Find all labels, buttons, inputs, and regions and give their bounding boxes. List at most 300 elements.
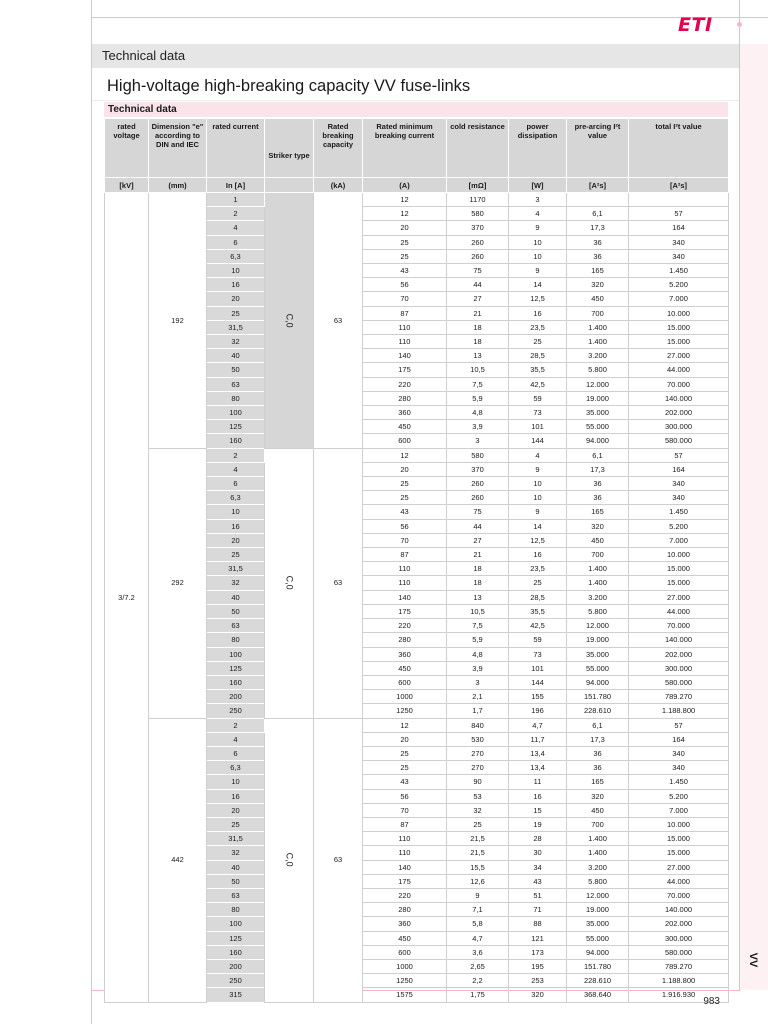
rated-current-cell: 6,3 — [207, 249, 265, 263]
cold-resistance-cell: 370 — [447, 462, 509, 476]
brand-logo: ETI — [678, 14, 713, 36]
table-caption: Technical data — [104, 102, 728, 117]
min-breaking-current-cell: 450 — [363, 661, 447, 675]
min-breaking-current-cell: 70 — [363, 292, 447, 306]
total-i2t-cell: 70.000 — [629, 619, 729, 633]
cold-resistance-cell: 4,7 — [447, 931, 509, 945]
header-unit-row — [105, 178, 729, 193]
power-dissipation-cell: 73 — [509, 406, 567, 420]
power-dissipation-cell: 3 — [509, 193, 567, 207]
column-unit: [kV] — [105, 178, 149, 193]
total-i2t-cell: 580.000 — [629, 945, 729, 959]
pre-arcing-i2t-cell: 165 — [567, 505, 629, 519]
total-i2t-cell: 57 — [629, 718, 729, 732]
power-dissipation-cell: 35,5 — [509, 363, 567, 377]
power-dissipation-cell: 196 — [509, 704, 567, 718]
min-breaking-current-cell: 20 — [363, 221, 447, 235]
power-dissipation-cell: 10 — [509, 477, 567, 491]
rated-current-cell: 6 — [207, 477, 265, 491]
total-i2t-cell: 140.000 — [629, 391, 729, 405]
column-unit: [A²s] — [567, 178, 629, 193]
technical-data-table — [104, 118, 729, 1003]
total-i2t-cell: 10.000 — [629, 306, 729, 320]
power-dissipation-cell: 11,7 — [509, 732, 567, 746]
min-breaking-current-cell: 110 — [363, 576, 447, 590]
min-breaking-current-cell: 220 — [363, 377, 447, 391]
pre-arcing-i2t-cell: 12.000 — [567, 377, 629, 391]
column-unit: [A²s] — [629, 178, 729, 193]
pre-arcing-i2t-cell: 165 — [567, 264, 629, 278]
min-breaking-current-cell: 1250 — [363, 974, 447, 988]
min-breaking-current-cell: 110 — [363, 320, 447, 334]
pre-arcing-i2t-cell: 700 — [567, 817, 629, 831]
total-i2t-cell: 164 — [629, 221, 729, 235]
pre-arcing-i2t-cell: 320 — [567, 519, 629, 533]
column-header: pre-arcing I²t value — [567, 119, 629, 178]
column-unit: (A) — [363, 178, 447, 193]
power-dissipation-cell: 42,5 — [509, 377, 567, 391]
power-dissipation-cell: 35,5 — [509, 604, 567, 618]
rated-current-cell: 2 — [207, 448, 265, 462]
min-breaking-current-cell: 110 — [363, 562, 447, 576]
rated-current-cell: 63 — [207, 888, 265, 902]
total-i2t-cell: 7.000 — [629, 803, 729, 817]
pre-arcing-i2t-cell: 36 — [567, 746, 629, 760]
pre-arcing-i2t-cell: 320 — [567, 789, 629, 803]
total-i2t-cell: 300.000 — [629, 661, 729, 675]
cold-resistance-cell: 18 — [447, 562, 509, 576]
power-dissipation-cell: 9 — [509, 462, 567, 476]
cold-resistance-cell: 260 — [447, 249, 509, 263]
total-i2t-cell: 44.000 — [629, 363, 729, 377]
total-i2t-cell: 164 — [629, 732, 729, 746]
pre-arcing-i2t-cell: 55.000 — [567, 931, 629, 945]
power-dissipation-cell: 9 — [509, 221, 567, 235]
total-i2t-cell: 5.200 — [629, 278, 729, 292]
column-header: power dissipation — [509, 119, 567, 178]
striker-symbol: C,0 — [284, 576, 295, 591]
min-breaking-current-cell: 140 — [363, 349, 447, 363]
rated-current-cell: 160 — [207, 945, 265, 959]
min-breaking-current-cell: 25 — [363, 249, 447, 263]
rated-current-cell: 50 — [207, 604, 265, 618]
cold-resistance-cell: 270 — [447, 746, 509, 760]
cold-resistance-cell: 27 — [447, 292, 509, 306]
cold-resistance-cell: 9 — [447, 888, 509, 902]
cold-resistance-cell: 21 — [447, 306, 509, 320]
total-i2t-cell: 27.000 — [629, 590, 729, 604]
pre-arcing-i2t-cell: 368.640 — [567, 988, 629, 1002]
min-breaking-current-cell: 1250 — [363, 704, 447, 718]
pre-arcing-i2t-cell: 3.200 — [567, 860, 629, 874]
min-breaking-current-cell: 600 — [363, 945, 447, 959]
rated-current-cell: 6,3 — [207, 761, 265, 775]
total-i2t-cell: 1.188.800 — [629, 974, 729, 988]
pre-arcing-i2t-cell: 5.800 — [567, 363, 629, 377]
cold-resistance-cell: 260 — [447, 477, 509, 491]
power-dissipation-cell: 173 — [509, 945, 567, 959]
min-breaking-current-cell: 25 — [363, 477, 447, 491]
rated-current-cell: 200 — [207, 690, 265, 704]
pre-arcing-i2t-cell: 19.000 — [567, 633, 629, 647]
min-breaking-current-cell: 1000 — [363, 959, 447, 973]
min-breaking-current-cell: 140 — [363, 860, 447, 874]
min-breaking-current-cell: 20 — [363, 462, 447, 476]
min-breaking-current-cell: 43 — [363, 505, 447, 519]
column-unit — [265, 178, 314, 193]
striker-type-cell — [265, 718, 314, 1002]
min-breaking-current-cell: 12 — [363, 718, 447, 732]
power-dissipation-cell: 16 — [509, 306, 567, 320]
min-breaking-current-cell: 450 — [363, 931, 447, 945]
cold-resistance-cell: 3,9 — [447, 661, 509, 675]
rated-current-cell: 160 — [207, 675, 265, 689]
min-breaking-current-cell: 280 — [363, 633, 447, 647]
min-breaking-current-cell: 56 — [363, 519, 447, 533]
rated-current-cell: 25 — [207, 306, 265, 320]
rated-current-cell: 125 — [207, 661, 265, 675]
cold-resistance-cell: 13 — [447, 349, 509, 363]
rated-current-cell: 50 — [207, 874, 265, 888]
power-dissipation-cell: 88 — [509, 917, 567, 931]
cold-resistance-cell: 3 — [447, 675, 509, 689]
pre-arcing-i2t-cell: 5.800 — [567, 874, 629, 888]
total-i2t-cell: 340 — [629, 746, 729, 760]
rated-current-cell: 125 — [207, 931, 265, 945]
pre-arcing-i2t-cell: 320 — [567, 278, 629, 292]
power-dissipation-cell: 23,5 — [509, 320, 567, 334]
rated-current-cell: 31,5 — [207, 320, 265, 334]
cold-resistance-cell: 4,8 — [447, 647, 509, 661]
min-breaking-current-cell: 12 — [363, 193, 447, 207]
pre-arcing-i2t-cell: 450 — [567, 533, 629, 547]
total-i2t-cell: 15.000 — [629, 846, 729, 860]
table-row — [105, 448, 729, 462]
rated-current-cell: 100 — [207, 917, 265, 931]
rated-current-cell: 160 — [207, 434, 265, 448]
pre-arcing-i2t-cell: 94.000 — [567, 945, 629, 959]
power-dissipation-cell: 73 — [509, 647, 567, 661]
rated-current-cell: 80 — [207, 633, 265, 647]
power-dissipation-cell: 71 — [509, 903, 567, 917]
right-margin-strip — [740, 44, 768, 990]
rated-current-cell: 10 — [207, 775, 265, 789]
power-dissipation-cell: 16 — [509, 789, 567, 803]
total-i2t-cell: 340 — [629, 249, 729, 263]
rated-current-cell: 16 — [207, 519, 265, 533]
cold-resistance-cell: 44 — [447, 278, 509, 292]
total-i2t-cell: 10.000 — [629, 817, 729, 831]
power-dissipation-cell: 10 — [509, 249, 567, 263]
page-title: High-voltage high-breaking capacity VV fuse-links — [107, 77, 471, 95]
title-divider — [92, 100, 739, 101]
power-dissipation-cell: 101 — [509, 420, 567, 434]
pre-arcing-i2t-cell: 228.610 — [567, 974, 629, 988]
power-dissipation-cell: 28,5 — [509, 590, 567, 604]
power-dissipation-cell: 12,5 — [509, 533, 567, 547]
cold-resistance-cell: 7,5 — [447, 377, 509, 391]
total-i2t-cell: 44.000 — [629, 604, 729, 618]
pre-arcing-i2t-cell: 450 — [567, 803, 629, 817]
rated-current-cell: 63 — [207, 619, 265, 633]
min-breaking-current-cell: 56 — [363, 789, 447, 803]
power-dissipation-cell: 4 — [509, 207, 567, 221]
total-i2t-cell: 70.000 — [629, 377, 729, 391]
column-header: rated current — [207, 119, 265, 178]
total-i2t-cell: 300.000 — [629, 931, 729, 945]
cold-resistance-cell: 75 — [447, 505, 509, 519]
column-header: Rated breaking capacity — [314, 119, 363, 178]
pre-arcing-i2t-cell: 17,3 — [567, 221, 629, 235]
total-i2t-cell: 57 — [629, 207, 729, 221]
rated-current-cell: 31,5 — [207, 832, 265, 846]
pre-arcing-i2t-cell: 1.400 — [567, 335, 629, 349]
column-header: rated voltage — [105, 119, 149, 178]
min-breaking-current-cell: 25 — [363, 746, 447, 760]
table-body — [105, 193, 729, 1003]
pre-arcing-i2t-cell: 35.000 — [567, 406, 629, 420]
cold-resistance-cell: 21,5 — [447, 832, 509, 846]
rated-current-cell: 250 — [207, 704, 265, 718]
power-dissipation-cell: 14 — [509, 278, 567, 292]
logo-decoration-dot — [737, 22, 742, 27]
pre-arcing-i2t-cell: 55.000 — [567, 420, 629, 434]
table-row — [105, 193, 729, 207]
cold-resistance-cell: 15,5 — [447, 860, 509, 874]
min-breaking-current-cell: 450 — [363, 420, 447, 434]
cold-resistance-cell: 270 — [447, 761, 509, 775]
min-breaking-current-cell: 175 — [363, 604, 447, 618]
rated-current-cell: 32 — [207, 335, 265, 349]
cold-resistance-cell: 7,5 — [447, 619, 509, 633]
pre-arcing-i2t-cell: 700 — [567, 548, 629, 562]
rated-current-cell: 2 — [207, 718, 265, 732]
pre-arcing-i2t-cell: 5.800 — [567, 604, 629, 618]
total-i2t-cell: 340 — [629, 235, 729, 249]
pre-arcing-i2t-cell: 19.000 — [567, 391, 629, 405]
section-title: Technical data — [102, 48, 186, 63]
total-i2t-cell: 44.000 — [629, 874, 729, 888]
pre-arcing-i2t-cell: 151.780 — [567, 690, 629, 704]
rated-current-cell: 250 — [207, 974, 265, 988]
total-i2t-cell: 300.000 — [629, 420, 729, 434]
cold-resistance-cell: 44 — [447, 519, 509, 533]
dimension-cell: 192 — [149, 193, 207, 449]
pre-arcing-i2t-cell: 1.400 — [567, 562, 629, 576]
rated-current-cell: 25 — [207, 548, 265, 562]
column-unit: In [A] — [207, 178, 265, 193]
total-i2t-cell: 27.000 — [629, 860, 729, 874]
pre-arcing-i2t-cell: 17,3 — [567, 732, 629, 746]
rated-current-cell: 63 — [207, 377, 265, 391]
power-dissipation-cell: 30 — [509, 846, 567, 860]
total-i2t-cell: 789.270 — [629, 959, 729, 973]
pre-arcing-i2t-cell: 35.000 — [567, 647, 629, 661]
total-i2t-cell: 15.000 — [629, 320, 729, 334]
rated-current-cell: 40 — [207, 349, 265, 363]
rated-current-cell: 10 — [207, 505, 265, 519]
rated-current-cell: 80 — [207, 903, 265, 917]
min-breaking-current-cell: 280 — [363, 903, 447, 917]
rated-current-cell: 6,3 — [207, 491, 265, 505]
pre-arcing-i2t-cell: 1.400 — [567, 576, 629, 590]
cold-resistance-cell: 3 — [447, 434, 509, 448]
cold-resistance-cell: 5,9 — [447, 633, 509, 647]
page-number: 983 — [703, 996, 720, 1007]
total-i2t-cell: 7.000 — [629, 533, 729, 547]
min-breaking-current-cell: 25 — [363, 235, 447, 249]
pre-arcing-i2t-cell: 6,1 — [567, 448, 629, 462]
pre-arcing-i2t-cell: 55.000 — [567, 661, 629, 675]
breaking-capacity-cell: 63 — [314, 193, 363, 449]
total-i2t-cell: 15.000 — [629, 832, 729, 846]
power-dissipation-cell: 23,5 — [509, 562, 567, 576]
rated-current-cell: 4 — [207, 462, 265, 476]
pre-arcing-i2t-cell: 165 — [567, 775, 629, 789]
cold-resistance-cell: 260 — [447, 491, 509, 505]
total-i2t-cell: 15.000 — [629, 562, 729, 576]
rated-current-cell: 2 — [207, 207, 265, 221]
dimension-cell: 292 — [149, 448, 207, 718]
pre-arcing-i2t-cell: 450 — [567, 292, 629, 306]
total-i2t-cell: 340 — [629, 761, 729, 775]
rated-voltage-cell: 3/7.2 — [105, 193, 149, 1003]
power-dissipation-cell: 15 — [509, 803, 567, 817]
cold-resistance-cell: 530 — [447, 732, 509, 746]
power-dissipation-cell: 101 — [509, 661, 567, 675]
cold-resistance-cell: 260 — [447, 235, 509, 249]
min-breaking-current-cell: 360 — [363, 647, 447, 661]
power-dissipation-cell: 9 — [509, 505, 567, 519]
table-header — [105, 119, 729, 193]
cold-resistance-cell: 2,2 — [447, 974, 509, 988]
total-i2t-cell: 15.000 — [629, 335, 729, 349]
column-header: total I²t value — [629, 119, 729, 178]
cold-resistance-cell: 18 — [447, 320, 509, 334]
cold-resistance-cell: 75 — [447, 264, 509, 278]
power-dissipation-cell: 10 — [509, 235, 567, 249]
cold-resistance-cell: 25 — [447, 817, 509, 831]
min-breaking-current-cell: 110 — [363, 846, 447, 860]
min-breaking-current-cell: 43 — [363, 775, 447, 789]
striker-type-cell — [265, 448, 314, 718]
power-dissipation-cell: 28 — [509, 832, 567, 846]
total-i2t-cell: 164 — [629, 462, 729, 476]
table-row — [105, 718, 729, 732]
min-breaking-current-cell: 140 — [363, 590, 447, 604]
total-i2t-cell: 202.000 — [629, 406, 729, 420]
header-label-row — [105, 119, 729, 178]
total-i2t-cell: 1.450 — [629, 264, 729, 278]
cold-resistance-cell: 3,9 — [447, 420, 509, 434]
power-dissipation-cell: 9 — [509, 264, 567, 278]
pre-arcing-i2t-cell: 36 — [567, 235, 629, 249]
striker-symbol: C,0 — [284, 853, 295, 868]
power-dissipation-cell: 11 — [509, 775, 567, 789]
min-breaking-current-cell: 360 — [363, 406, 447, 420]
cold-resistance-cell: 10,5 — [447, 363, 509, 377]
column-unit: [W] — [509, 178, 567, 193]
cold-resistance-cell: 580 — [447, 448, 509, 462]
total-i2t-cell: 7.000 — [629, 292, 729, 306]
pre-arcing-i2t-cell: 17,3 — [567, 462, 629, 476]
cold-resistance-cell: 21 — [447, 548, 509, 562]
power-dissipation-cell: 121 — [509, 931, 567, 945]
column-header: cold resistance — [447, 119, 509, 178]
min-breaking-current-cell: 20 — [363, 732, 447, 746]
power-dissipation-cell: 4,7 — [509, 718, 567, 732]
rated-current-cell: 32 — [207, 576, 265, 590]
cold-resistance-cell: 1170 — [447, 193, 509, 207]
total-i2t-cell: 1.188.800 — [629, 704, 729, 718]
total-i2t-cell: 1.916.930 — [629, 988, 729, 1002]
rated-current-cell: 20 — [207, 533, 265, 547]
min-breaking-current-cell: 600 — [363, 434, 447, 448]
pre-arcing-i2t-cell: 36 — [567, 477, 629, 491]
total-i2t-cell: 1.450 — [629, 505, 729, 519]
min-breaking-current-cell: 110 — [363, 335, 447, 349]
cold-resistance-cell: 2,1 — [447, 690, 509, 704]
power-dissipation-cell: 155 — [509, 690, 567, 704]
cold-resistance-cell: 90 — [447, 775, 509, 789]
power-dissipation-cell: 144 — [509, 434, 567, 448]
rated-current-cell: 315 — [207, 988, 265, 1002]
power-dissipation-cell: 28,5 — [509, 349, 567, 363]
rated-current-cell: 16 — [207, 789, 265, 803]
rated-current-cell: 4 — [207, 732, 265, 746]
cold-resistance-cell: 18 — [447, 576, 509, 590]
min-breaking-current-cell: 12 — [363, 448, 447, 462]
total-i2t-cell: 580.000 — [629, 434, 729, 448]
rated-current-cell: 20 — [207, 292, 265, 306]
cold-resistance-cell: 5,9 — [447, 391, 509, 405]
pre-arcing-i2t-cell: 228.610 — [567, 704, 629, 718]
min-breaking-current-cell: 175 — [363, 874, 447, 888]
pre-arcing-i2t-cell: 94.000 — [567, 675, 629, 689]
power-dissipation-cell: 195 — [509, 959, 567, 973]
min-breaking-current-cell: 70 — [363, 803, 447, 817]
rated-current-cell: 125 — [207, 420, 265, 434]
min-breaking-current-cell: 70 — [363, 533, 447, 547]
rated-current-cell: 80 — [207, 391, 265, 405]
cold-resistance-cell: 13 — [447, 590, 509, 604]
total-i2t-cell: 70.000 — [629, 888, 729, 902]
cold-resistance-cell: 53 — [447, 789, 509, 803]
min-breaking-current-cell: 87 — [363, 548, 447, 562]
total-i2t-cell: 340 — [629, 491, 729, 505]
total-i2t-cell: 789.270 — [629, 690, 729, 704]
power-dissipation-cell: 10 — [509, 491, 567, 505]
total-i2t-cell — [629, 193, 729, 207]
min-breaking-current-cell: 25 — [363, 491, 447, 505]
rated-current-cell: 16 — [207, 278, 265, 292]
rated-current-cell: 4 — [207, 221, 265, 235]
striker-symbol: C,0 — [284, 313, 295, 328]
min-breaking-current-cell: 1000 — [363, 690, 447, 704]
rated-current-cell: 100 — [207, 406, 265, 420]
pre-arcing-i2t-cell: 36 — [567, 249, 629, 263]
min-breaking-current-cell: 43 — [363, 264, 447, 278]
pre-arcing-i2t-cell: 1.400 — [567, 832, 629, 846]
total-i2t-cell: 202.000 — [629, 917, 729, 931]
rated-current-cell: 6 — [207, 746, 265, 760]
pre-arcing-i2t-cell: 6,1 — [567, 718, 629, 732]
rated-current-cell: 40 — [207, 590, 265, 604]
pre-arcing-i2t-cell: 1.400 — [567, 846, 629, 860]
cold-resistance-cell: 5,8 — [447, 917, 509, 931]
cold-resistance-cell: 2,65 — [447, 959, 509, 973]
cold-resistance-cell: 12,6 — [447, 874, 509, 888]
